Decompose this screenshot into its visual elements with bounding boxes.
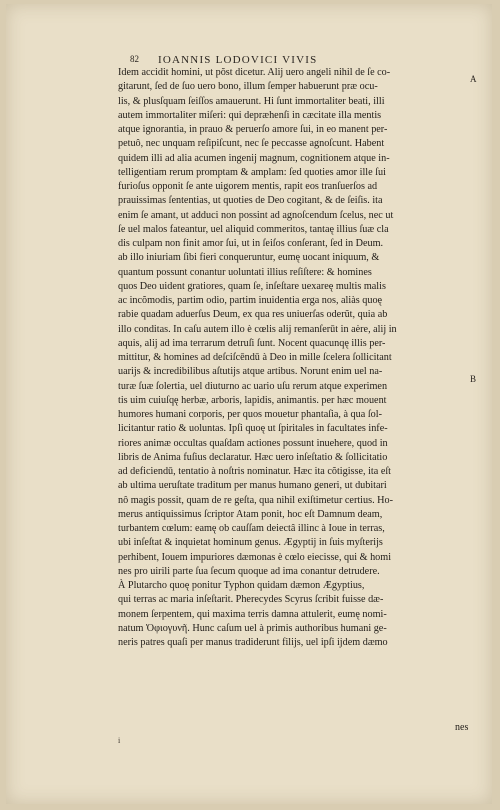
text-line: nes pro uirili parte ſua ſecum quoque ad ima conantur detrudere.	[118, 565, 380, 577]
text-line: mittitur, & homines ad deſciſcēndū à Deo in mille ſcelera ſollicitant	[118, 352, 392, 363]
text-line: ad deficiendū, tentatio à noſtris nominatur. Hæc ita cõtigisse, ita eſt	[118, 466, 392, 477]
text-line: riores animæ occultas quaſdam actiones possunt inuehere, quod in	[118, 437, 388, 449]
page-number: 82	[130, 54, 139, 64]
text-line: ac incõmodis, partim odio, partim inuidentia erga nos, aliàs quoę	[118, 295, 383, 306]
text-line: nô magis possit, quam de re geſta, qua nihil exiſtimetur certius. Ho-	[118, 494, 394, 506]
body-text	[118, 66, 463, 650]
margin-note-b: B	[470, 374, 477, 384]
text-line: À Plutarcho quoę ponitur Typhon quidam dæmon Ægyptius,	[118, 580, 365, 591]
text-line: furioſus opponit ſe ante uigorem mentis, rapit eos tranſuerſos ad	[118, 181, 378, 192]
text-line: illo conditas. In caſu autem illo è cœlis alij remanſerūt in aėre, alij in	[118, 323, 397, 335]
text-line: telligentiam rerum promptam & amplam: ſed quoties amor ille ſui	[118, 166, 386, 178]
text-line: tis uim cuiuſqę herbæ, arboris, lapidis, animantis. per hæc mouent	[118, 394, 387, 406]
text-line: qui terras ac maria inſeſtarit. Pherecydes Scyrus ſcribit fuisse dæ-	[118, 594, 384, 606]
text-line: uarijs & incredibilibus aſtutijs atque artibus. Norunt enim uel na-	[118, 366, 383, 378]
text-line: quos Deo uident gratiores, quam ſe, inſeſtare uexareę multis malis	[118, 280, 386, 292]
text-line: licitantur ratio & uoluntas. Ipſi quoę ut ſpiritales in facultates infe-	[118, 423, 388, 435]
text-line: merus antiquissimus ſcriptor Atam ponit, hoc eſt Damnum deam,	[118, 508, 383, 520]
catchword: nes	[455, 722, 469, 733]
text-line: ſe uel malos fateantur, uel aliquid commeritos, tantaę illius ſuæ cla	[118, 223, 389, 235]
signature-mark: i	[118, 736, 121, 745]
text-line: petuô, nec unquam reſipiſcunt, nec ſe peccasse agnoſcunt. Habent	[118, 138, 385, 150]
text-line: perhibent, Iouem impuriores dæmonas è cœlo eiecisse, qui & homi	[118, 551, 392, 563]
text-line: Idem accidit homini, ut pŏst dicetur. Alij uero angeli nihil de ſe co-	[118, 67, 391, 78]
text-line: dis culpam non finit amor ſui, ut in ſeiſos conſerant, ſed in Deum.	[118, 238, 384, 249]
text-line: humores humani corporis, per quos mouetur phantaſia, à qua ſol-	[118, 409, 382, 420]
text-line: quidem illi ad alia acumen ingenij magnum, cognitionem atque in-	[118, 152, 390, 164]
text-line: rabie quadam aduerſus Deum, ex qua res uniuerſas oderũt, quia ab	[118, 309, 388, 321]
text-line: ab illo iniuriam ſibi fieri conqueruntur, eumę uocant iniquum, &	[118, 252, 380, 264]
text-line: neris patres quaſi per manus tradiderunt filijs, uel ipſi ijdem dæmo	[118, 637, 388, 648]
text-line: quantum possunt conantur uoluntati illius reſiſtere: & homines	[118, 266, 372, 278]
text-line: natum Ὀφιογυνῆ. Hunc caſum uel à primis authoribus humani ge-	[118, 622, 387, 634]
running-title: IOANNIS LODOVICI VIVIS	[158, 54, 318, 66]
text-line: enim ſe amant, ut adduci non possint ad agnoſcendum ſcelus, nec ut	[118, 209, 394, 221]
text-line: libris de Anima fuſius declaratur. Hæc uero inſeſtatio & ſollicitatio	[118, 451, 388, 463]
text-line: aquis, alij ad ima terrarum detruſi ſunt. Nocent quacunqę illis per-	[118, 337, 386, 349]
margin-note-a: A	[470, 74, 477, 84]
text-line: turæ ſuæ ſolertia, uel diuturno ac uario uſu rerum atque experimen	[118, 380, 388, 392]
text-line: turbantem cœlum: eamę ob cauſſam deiectâ illinc à Ioue in terras,	[118, 523, 385, 534]
text-line: prauissimas ſententias, ut quoties de Deo cogitant, & de ſeiſis. ita	[118, 195, 383, 207]
text-line: ubi inſeſtat & inquietat hominum genus. Ægyptij in ſuis myſterijs	[118, 537, 383, 549]
text-line: lis, & plusſquam ſeiſſos amauerunt. Hi ſunt immortaliter beati, illi	[118, 95, 385, 107]
text-line: autem immortaliter miſeri: qui depræhenſi in cæcitate illa mentis	[118, 109, 382, 121]
text-line: atque ignorantia, in prauo & peruerſo amore ſui, in eo manent per-	[118, 124, 388, 135]
text-line: ab ultima ueruſtate traditum per manus humano generi, ut dubitari	[118, 480, 387, 492]
text-line: gitarunt, ſed de ſuo uero bono, illum ſemper habuerunt præ ocu-	[118, 81, 378, 93]
text-line: monem ſerpentem, qui maxima terris damna attulerit, eumę nomi-	[118, 608, 387, 620]
